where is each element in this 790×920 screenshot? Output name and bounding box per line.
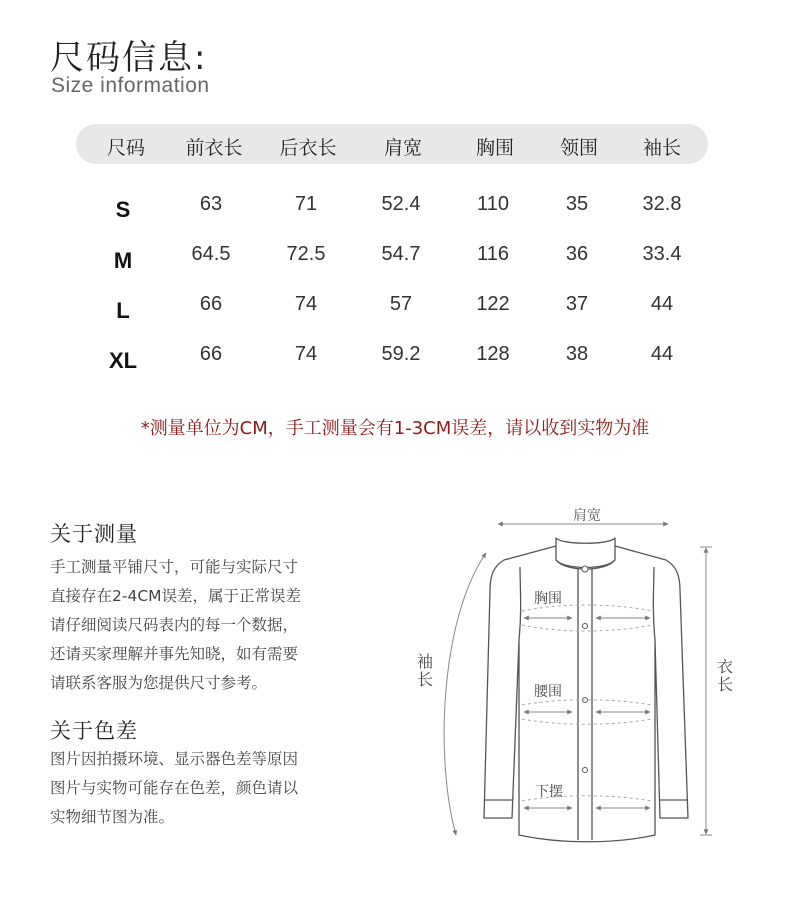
text-line: 实物细节图为准。 — [50, 808, 175, 826]
table-cell: 66 — [199, 343, 223, 365]
section-text-color — [50, 745, 370, 832]
table-cell: 37 — [565, 293, 589, 315]
text-line: 手工测量平铺尺寸，可能与实际尺寸 — [50, 558, 299, 576]
table-cell: 57 — [389, 293, 413, 315]
table-cell: 52.4 — [381, 193, 421, 215]
table-cell: 72.5 — [286, 243, 326, 265]
section-text-measurement — [50, 553, 370, 698]
table-cell: 36 — [565, 243, 589, 265]
table-cell: 38 — [565, 343, 589, 365]
col-header-size: 尺码 — [106, 137, 146, 159]
table-cell: 74 — [294, 343, 318, 365]
table-cell: 128 — [476, 343, 510, 365]
col-header-shoulder: 肩宽 — [383, 137, 423, 159]
table-cell: 44 — [650, 343, 674, 365]
table-cell: 64.5 — [191, 243, 231, 265]
table-cell: 110 — [477, 193, 509, 215]
shirt-buttons — [582, 566, 588, 773]
length-label-1: 衣 — [716, 657, 734, 676]
text-line: 请联系客服为您提供尺寸参考。 — [50, 674, 268, 692]
text-line: 直接存在2-4CM误差，属于正常误差 — [50, 587, 302, 605]
table-cell: 71 — [294, 193, 318, 215]
page-subtitle: Size information — [51, 74, 210, 97]
text-line: 图片因拍摄环境、显示器色差等原因 — [50, 750, 299, 768]
sleeve-measure-line — [444, 553, 486, 835]
shirt-measurement-diagram — [400, 490, 790, 870]
col-header-chest: 胸围 — [475, 137, 515, 159]
table-row-size: M — [113, 248, 133, 273]
table-cell: 35 — [565, 193, 589, 215]
table-cell: 66 — [199, 293, 223, 315]
waist-label: 腰围 — [534, 684, 562, 700]
shoulder-label: 肩宽 — [573, 508, 601, 524]
table-cell: 44 — [650, 293, 674, 315]
sleeve-label-2: 长 — [416, 670, 434, 689]
section-title-color: 关于色差 — [50, 719, 138, 743]
page-title: 尺码信息: — [50, 38, 208, 78]
chest-label: 胸围 — [534, 591, 562, 607]
sleeve-label-1: 袖 — [416, 652, 434, 671]
section-title-measurement: 关于测量 — [50, 522, 138, 546]
measurement-note: *测量单位为CM，手工测量会有1-3CM误差，请以收到实物为准 — [140, 418, 650, 439]
col-header-back-length: 后衣长 — [279, 137, 337, 159]
text-line: 还请买家理解并事先知晓，如有需要 — [50, 645, 299, 663]
length-label-2: 长 — [716, 675, 734, 694]
table-cell: 33.4 — [642, 243, 682, 265]
col-header-sleeve: 袖长 — [642, 137, 682, 159]
col-header-collar: 领围 — [559, 137, 599, 159]
table-cell: 63 — [199, 193, 223, 215]
table-cell: 74 — [294, 293, 318, 315]
text-line: 图片与实物可能存在色差，颜色请以 — [50, 779, 299, 797]
hem-label: 下摆 — [535, 784, 563, 800]
table-row-size: XL — [108, 348, 138, 373]
text-line: 请仔细阅读尺码表内的每一个数据， — [50, 616, 299, 634]
table-cell: 54.7 — [381, 243, 421, 265]
waist-dashed-curve — [522, 719, 652, 724]
table-cell: 116 — [477, 243, 509, 265]
table-cell: 59.2 — [381, 343, 421, 365]
shirt-outline — [484, 538, 688, 842]
table-cell: 32.8 — [642, 193, 682, 215]
table-cell: 122 — [476, 293, 510, 315]
table-row-size: S — [115, 197, 131, 222]
table-row-size: L — [116, 298, 130, 323]
col-header-front-length: 前衣长 — [185, 137, 243, 159]
